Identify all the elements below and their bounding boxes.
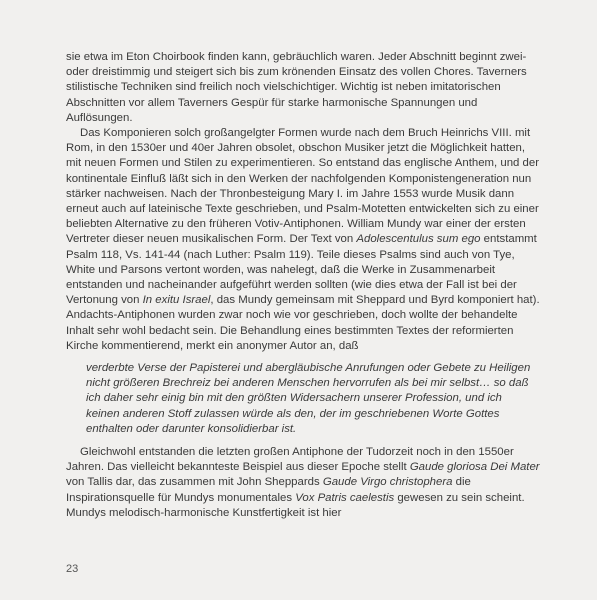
page-number: 23 [66,563,79,575]
block-quote: verderbte Verse der Papisterei und abergläubische Anrufungen oder Gebete zu Heiligen nicht größeren Brechreiz bei anderen Menschen hervorrufen als bei mir selbst… so daß ich daher sehr einig bin mit den größten Widersachern unserer Profession, und ich keinen anderen Stoff zulassen würde als den, der im geschriebenen Worte Gottes enthalten oder darunter konsolidierbar ist. [86,362,531,435]
work-title-in-exitu: In exitu Israel [142,294,211,307]
paragraph-2-text-b: entstammt Psalm 118, Vs. 141-44 (nach Luther: Psalm 119). Teile dieses Psalms sind auch von Tye, White und Parsons vertont worden, was nahelegt, daß die Werke in Zusammenarbeit entstanden und nacheinander aufgeführt werden sollten (wie dies etwa der Fall ist bei der Vertonung von [66,233,537,307]
work-title-gaude-virgo: Gaude Virgo christophera [322,476,453,489]
paragraph-2-text-c: , das Mundy gemeinsam mit Sheppard und Byrd komponiert hat). Andachts-Antiphonen wurden zwar noch wie vor geschrieben, doch wollte der behandelte Inhalt sehr wohl bedacht sein. Die Behandlung eines bestimmten Textes der reformierten Kirche kommentierend, merkt ein anonymer Autor an, daß [66,294,540,352]
page-body [66,50,541,521]
work-title-gaude-gloriosa: Gaude gloriosa Dei Mater [409,461,540,474]
paragraph-3 [66,445,541,521]
paragraph-1: sie etwa im Eton Choirbook finden kann, gebräuchlich waren. Jeder Abschnitt beginnt zwei- oder dreistimmig und steigert sich bis zum krönenden Einsatz des vollen Chores. Taverners stilistische Techniken sind freilich noch vielschichtiger. Wichtig ist neben imitatorischen Abschnitten vor allem Taverners Gespür für starke harmonische Spannungen und Auflösungen. [66,51,527,124]
paragraph-3-text-c: die Inspirationsquelle für Mundys monumentales [66,476,471,504]
work-title-vox-patris: Vox Patris caelestis [295,491,395,504]
paragraph-2-text-a: Das Komponieren solch großangelgter Formen wurde nach dem Bruch Heinrichs VIII. mit Rom, in den 1530er und 40er Jahren obsolet, obschon Musiker jetzt die Möglichkeit hatten, mit neuen Formen und Stilen zu experimentieren. So entstand das englische Anthem, und der kontinentale Einfluß läßt sich in den Werken der nachfolgenden Komponistengeneration nun stärker nachweisen. Nach der Thronbesteigung Mary I. im Jahre 1553 wurde Musik dann erneut auch auf lateinische Texte geschrieben, und Psalm-Motetten entwickelten sich zu einer beliebten Alternative zu den früheren Votiv-Antiphonen. William Mundy war einer der ersten Vertreter dieser neuen musikalischen Form. Der Text von [66,127,539,246]
paragraph-3-text-a: Gleichwohl entstanden die letzten großen Antiphone der Tudorzeit noch in den 1550er Jahren. Das vielleicht bekannteste Beispiel aus dieser Epoche stellt [66,446,514,474]
paragraph-3-text-d: gewesen zu sein scheint. Mundys melodisch-harmonische Kunstfertigkeit ist hier [66,491,525,519]
work-title-adolescentulus: Adolescentulus sum ego [356,233,481,246]
paragraph-3-text-b: von Tallis dar, das zusammen mit John Sheppards [66,476,323,489]
paragraph-2 [66,126,541,354]
